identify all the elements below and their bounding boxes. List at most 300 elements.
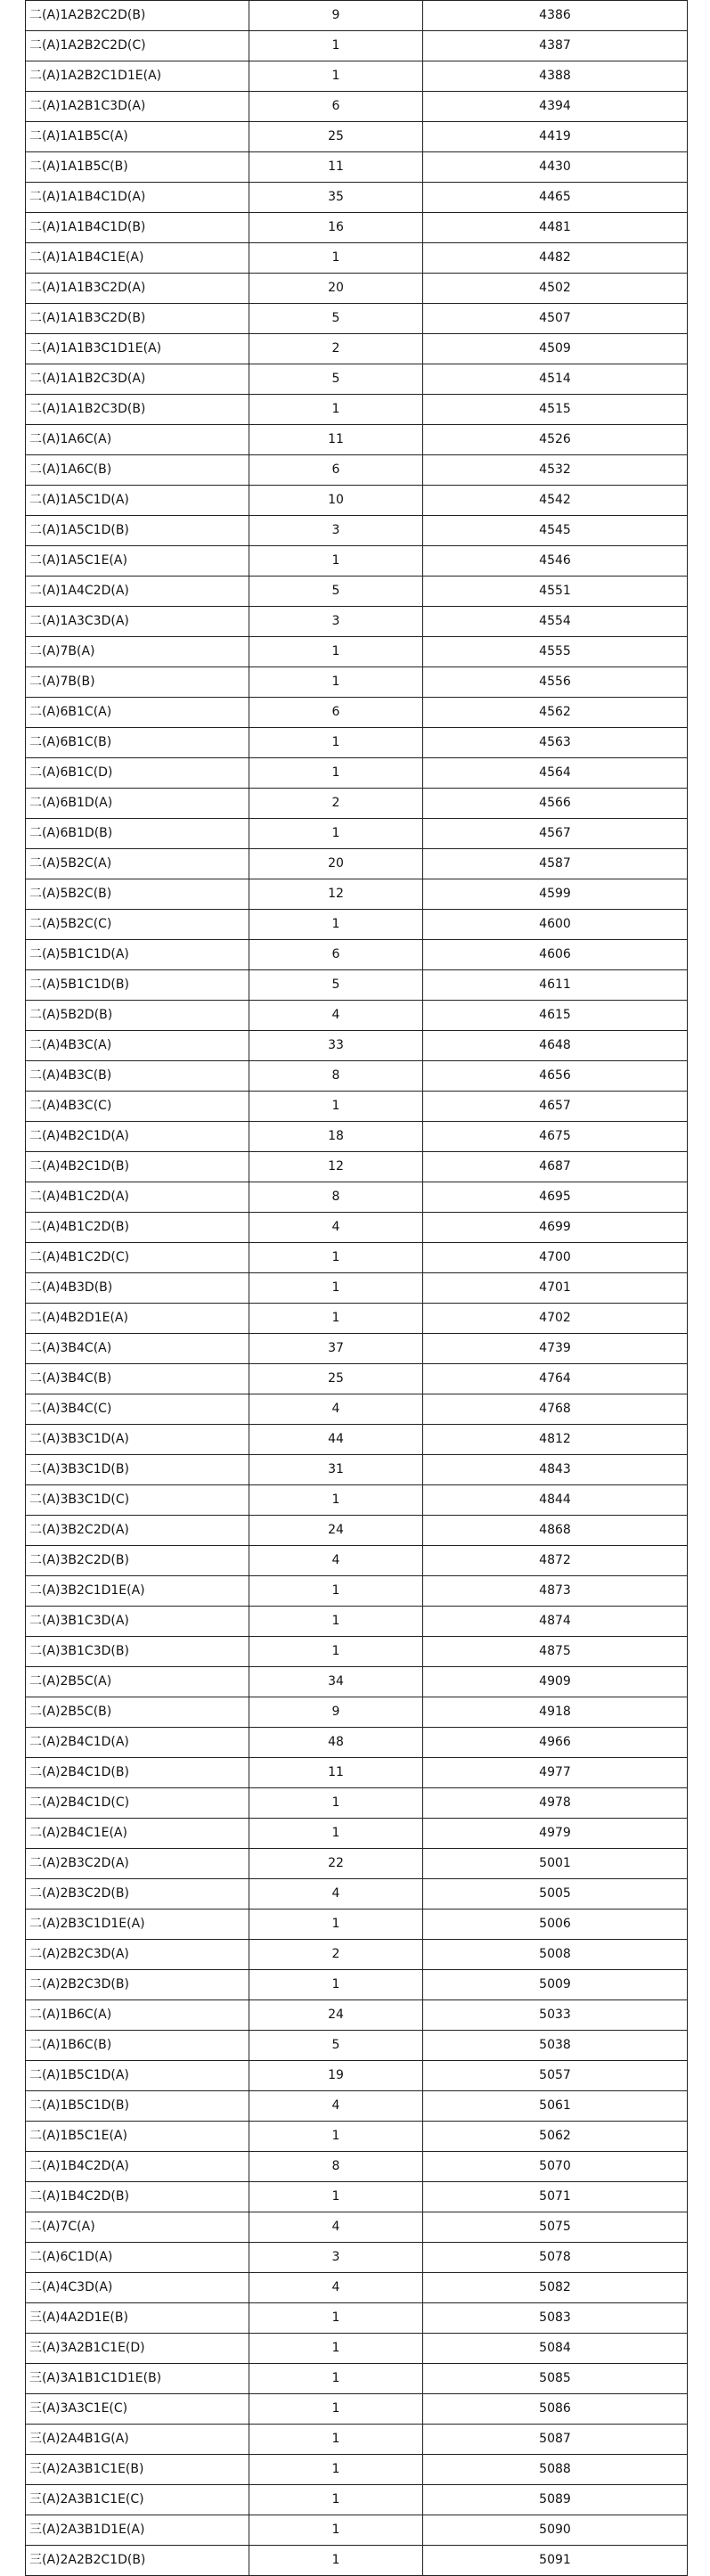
- table-row: [26, 2000, 688, 2031]
- cell-category: 二(A)2B3C2D(B): [26, 1879, 249, 1910]
- cell-category: 二(A)1A1B3C2D(B): [26, 304, 249, 334]
- cell-cumulative: 4567: [423, 819, 688, 849]
- cell-category: 二(A)1A5C1D(B): [26, 516, 249, 546]
- table-row: [26, 1910, 688, 1940]
- cell-count: 22: [249, 1849, 423, 1879]
- table-row: [26, 2303, 688, 2334]
- cell-category: 三(A)2A3B1D1E(A): [26, 2515, 249, 2546]
- cell-cumulative: 4977: [423, 1758, 688, 1788]
- cell-count: 11: [249, 425, 423, 455]
- table-row: [26, 789, 688, 819]
- cell-cumulative: 4555: [423, 637, 688, 667]
- cell-cumulative: 4600: [423, 910, 688, 940]
- table-row: [26, 1425, 688, 1455]
- cell-category: 二(A)3B3C1D(A): [26, 1425, 249, 1455]
- cell-cumulative: 4979: [423, 1819, 688, 1849]
- cell-count: 44: [249, 1425, 423, 1455]
- cell-category: 二(A)3B4C(C): [26, 1394, 249, 1425]
- table-row: [26, 1970, 688, 2000]
- cell-cumulative: 4699: [423, 1213, 688, 1243]
- table-row: [26, 2425, 688, 2455]
- table-row: [26, 1243, 688, 1273]
- cell-category: 二(A)1A1B4C1D(B): [26, 213, 249, 243]
- cell-cumulative: 4509: [423, 334, 688, 364]
- cell-count: 34: [249, 1667, 423, 1697]
- cell-count: 1: [249, 1910, 423, 1940]
- cell-cumulative: 4482: [423, 243, 688, 274]
- table-row: [26, 1273, 688, 1304]
- table-row: [26, 2243, 688, 2273]
- table-row: [26, 1394, 688, 1425]
- cell-category: 二(A)4B2C1D(B): [26, 1152, 249, 1182]
- cell-count: 4: [249, 1213, 423, 1243]
- cell-count: 6: [249, 92, 423, 122]
- cell-cumulative: 5008: [423, 1940, 688, 1970]
- cell-category: 二(A)1B5C1E(A): [26, 2122, 249, 2152]
- cell-category: 二(A)1B4C2D(B): [26, 2182, 249, 2212]
- cell-category: 二(A)1A2B2C2D(B): [26, 1, 249, 31]
- cell-cumulative: 5091: [423, 2546, 688, 2576]
- table-row: [26, 1667, 688, 1697]
- table-row: [26, 667, 688, 698]
- cell-category: 三(A)4A2D1E(B): [26, 2303, 249, 2334]
- cell-count: 1: [249, 2303, 423, 2334]
- cell-count: 4: [249, 1001, 423, 1031]
- table-row: [26, 1, 688, 31]
- cell-cumulative: 4873: [423, 1576, 688, 1607]
- cell-cumulative: 5082: [423, 2273, 688, 2303]
- cell-count: 4: [249, 1546, 423, 1576]
- cell-cumulative: 5061: [423, 2091, 688, 2122]
- cell-count: 1: [249, 2122, 423, 2152]
- table-row: [26, 1152, 688, 1182]
- cell-category: 二(A)1B6C(B): [26, 2031, 249, 2061]
- cell-cumulative: 4764: [423, 1364, 688, 1394]
- table-row: [26, 2091, 688, 2122]
- cell-category: 二(A)4B1C2D(A): [26, 1182, 249, 1213]
- cell-category: 二(A)2B2C3D(A): [26, 1940, 249, 1970]
- cell-count: 3: [249, 516, 423, 546]
- cell-category: 二(A)1A1B5C(B): [26, 152, 249, 183]
- cell-cumulative: 4387: [423, 31, 688, 61]
- table-row: [26, 1001, 688, 1031]
- cell-cumulative: 4875: [423, 1637, 688, 1667]
- cell-category: 二(A)5B2D(B): [26, 1001, 249, 1031]
- cell-count: 1: [249, 910, 423, 940]
- table-row: [26, 2273, 688, 2303]
- cell-cumulative: 4768: [423, 1394, 688, 1425]
- table-row: [26, 2546, 688, 2576]
- cell-cumulative: 5057: [423, 2061, 688, 2091]
- cell-category: 二(A)3B3C1D(C): [26, 1485, 249, 1516]
- cell-cumulative: 5085: [423, 2364, 688, 2394]
- cell-count: 1: [249, 728, 423, 758]
- cell-category: 三(A)2A4B1G(A): [26, 2425, 249, 2455]
- cell-cumulative: 5087: [423, 2425, 688, 2455]
- cell-cumulative: 4419: [423, 122, 688, 152]
- cell-count: 4: [249, 1879, 423, 1910]
- table-row: [26, 1364, 688, 1394]
- cell-cumulative: 4702: [423, 1304, 688, 1334]
- cell-cumulative: 5078: [423, 2243, 688, 2273]
- cell-cumulative: 4656: [423, 1061, 688, 1092]
- cell-cumulative: 4675: [423, 1122, 688, 1152]
- cell-count: 1: [249, 395, 423, 425]
- cell-cumulative: 4657: [423, 1092, 688, 1122]
- cell-category: 二(A)5B2C(C): [26, 910, 249, 940]
- table-row: [26, 2515, 688, 2546]
- cell-count: 11: [249, 1758, 423, 1788]
- cell-count: 1: [249, 1243, 423, 1273]
- cell-category: 二(A)1A2B2C2D(C): [26, 31, 249, 61]
- cell-cumulative: 4687: [423, 1152, 688, 1182]
- cell-category: 二(A)2B4C1D(A): [26, 1728, 249, 1758]
- table-row: [26, 1940, 688, 1970]
- cell-cumulative: 4966: [423, 1728, 688, 1758]
- cell-cumulative: 4868: [423, 1516, 688, 1546]
- cell-count: 1: [249, 546, 423, 577]
- cell-count: 6: [249, 940, 423, 970]
- cell-count: 1: [249, 2546, 423, 2576]
- cell-count: 1: [249, 1819, 423, 1849]
- cell-count: 1: [249, 1576, 423, 1607]
- table-row: [26, 698, 688, 728]
- cell-count: 5: [249, 577, 423, 607]
- table-row: [26, 1728, 688, 1758]
- cell-category: 二(A)6C1D(A): [26, 2243, 249, 2273]
- cell-cumulative: 4554: [423, 607, 688, 637]
- table-row: [26, 486, 688, 516]
- cell-cumulative: 4556: [423, 667, 688, 698]
- cell-category: 二(A)6B1C(B): [26, 728, 249, 758]
- cell-category: 二(A)3B2C2D(B): [26, 1546, 249, 1576]
- cell-cumulative: 4481: [423, 213, 688, 243]
- table-row: [26, 1607, 688, 1637]
- table-row: [26, 728, 688, 758]
- cell-count: 1: [249, 2334, 423, 2364]
- cell-category: 二(A)7C(A): [26, 2212, 249, 2243]
- cell-category: 二(A)1A1B3C2D(A): [26, 274, 249, 304]
- cell-count: 4: [249, 2212, 423, 2243]
- cell-category: 二(A)1A1B4C1E(A): [26, 243, 249, 274]
- cell-count: 20: [249, 274, 423, 304]
- cell-count: 4: [249, 1394, 423, 1425]
- table-row: [26, 607, 688, 637]
- table-row: [26, 637, 688, 667]
- cell-category: 二(A)4B1C2D(B): [26, 1213, 249, 1243]
- cell-cumulative: 4695: [423, 1182, 688, 1213]
- table-row: [26, 2485, 688, 2515]
- cell-category: 二(A)4B2C1D(A): [26, 1122, 249, 1152]
- cell-cumulative: 4844: [423, 1485, 688, 1516]
- cell-category: 二(A)1B6C(A): [26, 2000, 249, 2031]
- cell-cumulative: 5033: [423, 2000, 688, 2031]
- cell-cumulative: 4507: [423, 304, 688, 334]
- table-body: [26, 1, 688, 2576]
- cell-category: 二(A)1A6C(B): [26, 455, 249, 486]
- cell-cumulative: 4599: [423, 879, 688, 910]
- cell-category: 二(A)6B1C(A): [26, 698, 249, 728]
- cell-cumulative: 5006: [423, 1910, 688, 1940]
- cell-cumulative: 4909: [423, 1667, 688, 1697]
- cell-category: 二(A)4B2D1E(A): [26, 1304, 249, 1334]
- cell-count: 31: [249, 1455, 423, 1485]
- table-row: [26, 92, 688, 122]
- cell-count: 24: [249, 1516, 423, 1546]
- table-row: [26, 455, 688, 486]
- table-row: [26, 1788, 688, 1819]
- cell-category: 二(A)3B1C3D(B): [26, 1637, 249, 1667]
- table-row: [26, 758, 688, 789]
- table-row: [26, 1455, 688, 1485]
- cell-count: 33: [249, 1031, 423, 1061]
- cell-count: 1: [249, 2394, 423, 2425]
- table-row: [26, 1576, 688, 1607]
- cell-count: 2: [249, 789, 423, 819]
- cell-cumulative: 5086: [423, 2394, 688, 2425]
- cell-category: 二(A)1A1B2C3D(B): [26, 395, 249, 425]
- cell-cumulative: 4812: [423, 1425, 688, 1455]
- cell-category: 二(A)4B3C(A): [26, 1031, 249, 1061]
- table-row: [26, 1092, 688, 1122]
- cell-count: 1: [249, 1485, 423, 1516]
- cell-count: 1: [249, 637, 423, 667]
- cell-cumulative: 4388: [423, 61, 688, 92]
- table-row: [26, 1546, 688, 1576]
- table-row: [26, 213, 688, 243]
- cell-category: 二(A)1A3C3D(A): [26, 607, 249, 637]
- cell-cumulative: 5070: [423, 2152, 688, 2182]
- cell-category: 三(A)2A2B2C1D(B): [26, 2546, 249, 2576]
- table-row: [26, 243, 688, 274]
- cell-cumulative: 4700: [423, 1243, 688, 1273]
- cell-cumulative: 5062: [423, 2122, 688, 2152]
- cell-category: 二(A)2B4C1D(B): [26, 1758, 249, 1788]
- cell-cumulative: 4872: [423, 1546, 688, 1576]
- table-row: [26, 2334, 688, 2364]
- cell-count: 8: [249, 2152, 423, 2182]
- table-row: [26, 1819, 688, 1849]
- cell-cumulative: 5084: [423, 2334, 688, 2364]
- cell-cumulative: 5090: [423, 2515, 688, 2546]
- table-row: [26, 122, 688, 152]
- cell-cumulative: 5089: [423, 2485, 688, 2515]
- table-row: [26, 2212, 688, 2243]
- cell-cumulative: 5075: [423, 2212, 688, 2243]
- cell-category: 二(A)7B(A): [26, 637, 249, 667]
- table-row: [26, 940, 688, 970]
- table-row: [26, 274, 688, 304]
- cell-category: 二(A)1A1B3C1D1E(A): [26, 334, 249, 364]
- cell-count: 2: [249, 334, 423, 364]
- table-row: [26, 2394, 688, 2425]
- cell-category: 二(A)4B3C(C): [26, 1092, 249, 1122]
- cell-cumulative: 5038: [423, 2031, 688, 2061]
- cell-cumulative: 4564: [423, 758, 688, 789]
- cell-cumulative: 4515: [423, 395, 688, 425]
- cell-category: 二(A)2B4C1D(C): [26, 1788, 249, 1819]
- cell-count: 1: [249, 1607, 423, 1637]
- table-row: [26, 1304, 688, 1334]
- cell-category: 二(A)4B3D(B): [26, 1273, 249, 1304]
- cell-category: 二(A)1A4C2D(A): [26, 577, 249, 607]
- cell-count: 1: [249, 2182, 423, 2212]
- cell-category: 三(A)2A3B1C1E(C): [26, 2485, 249, 2515]
- cell-count: 1: [249, 2485, 423, 2515]
- cell-category: 二(A)1A5C1D(A): [26, 486, 249, 516]
- cell-cumulative: 4532: [423, 455, 688, 486]
- cell-count: 19: [249, 2061, 423, 2091]
- cell-cumulative: 4394: [423, 92, 688, 122]
- cell-cumulative: 4615: [423, 1001, 688, 1031]
- cell-cumulative: 5005: [423, 1879, 688, 1910]
- table-row: [26, 819, 688, 849]
- cell-count: 20: [249, 849, 423, 879]
- cell-count: 4: [249, 2273, 423, 2303]
- table-row: [26, 183, 688, 213]
- cell-count: 2: [249, 1940, 423, 1970]
- cell-category: 二(A)5B2C(A): [26, 849, 249, 879]
- cell-category: 二(A)2B5C(A): [26, 1667, 249, 1697]
- cell-count: 1: [249, 61, 423, 92]
- cell-count: 5: [249, 364, 423, 395]
- table-row: [26, 1213, 688, 1243]
- table-row: [26, 61, 688, 92]
- cell-count: 12: [249, 879, 423, 910]
- cell-category: 二(A)1A2B2C1D1E(A): [26, 61, 249, 92]
- cell-count: 3: [249, 607, 423, 637]
- cell-category: 二(A)5B1C1D(A): [26, 940, 249, 970]
- cell-count: 8: [249, 1061, 423, 1092]
- table-row: [26, 152, 688, 183]
- cell-count: 25: [249, 1364, 423, 1394]
- table-row: [26, 879, 688, 910]
- cell-category: 二(A)4B3C(B): [26, 1061, 249, 1092]
- cell-category: 二(A)4B1C2D(C): [26, 1243, 249, 1273]
- cell-category: 二(A)2B2C3D(B): [26, 1970, 249, 2000]
- cell-count: 1: [249, 819, 423, 849]
- cell-count: 4: [249, 2091, 423, 2122]
- cell-cumulative: 4545: [423, 516, 688, 546]
- cell-category: 二(A)2B5C(B): [26, 1697, 249, 1728]
- cell-cumulative: 4611: [423, 970, 688, 1001]
- cell-category: 二(A)3B3C1D(B): [26, 1455, 249, 1485]
- table-row: [26, 304, 688, 334]
- cell-category: 二(A)2B3C1D1E(A): [26, 1910, 249, 1940]
- table-row: [26, 31, 688, 61]
- cell-count: 24: [249, 2000, 423, 2031]
- table-row: [26, 1031, 688, 1061]
- cell-count: 10: [249, 486, 423, 516]
- table-row: [26, 395, 688, 425]
- cell-count: 5: [249, 2031, 423, 2061]
- table-row: [26, 1334, 688, 1364]
- cell-cumulative: 4526: [423, 425, 688, 455]
- cell-count: 1: [249, 1970, 423, 2000]
- cell-cumulative: 4542: [423, 486, 688, 516]
- cell-category: 二(A)1A1B5C(A): [26, 122, 249, 152]
- table-row: [26, 970, 688, 1001]
- cell-category: 二(A)3B1C3D(A): [26, 1607, 249, 1637]
- cell-count: 1: [249, 1092, 423, 1122]
- cell-category: 二(A)3B4C(B): [26, 1364, 249, 1394]
- table-row: [26, 2152, 688, 2182]
- cell-cumulative: 4514: [423, 364, 688, 395]
- cell-category: 二(A)6B1D(A): [26, 789, 249, 819]
- cell-count: 6: [249, 698, 423, 728]
- cell-count: 5: [249, 970, 423, 1001]
- table-row: [26, 2061, 688, 2091]
- cell-count: 18: [249, 1122, 423, 1152]
- cell-category: 二(A)1A6C(A): [26, 425, 249, 455]
- cell-category: 二(A)1A1B4C1D(A): [26, 183, 249, 213]
- cell-category: 二(A)2B4C1E(A): [26, 1819, 249, 1849]
- cell-count: 1: [249, 243, 423, 274]
- cell-count: 12: [249, 1152, 423, 1182]
- cell-cumulative: 4739: [423, 1334, 688, 1364]
- cell-count: 1: [249, 2364, 423, 2394]
- cell-count: 6: [249, 455, 423, 486]
- cell-count: 1: [249, 758, 423, 789]
- cell-cumulative: 4551: [423, 577, 688, 607]
- cell-count: 3: [249, 2243, 423, 2273]
- cell-count: 8: [249, 1182, 423, 1213]
- cell-count: 35: [249, 183, 423, 213]
- table-row: [26, 334, 688, 364]
- cell-cumulative: 5088: [423, 2455, 688, 2485]
- cell-category: 二(A)3B2C1D1E(A): [26, 1576, 249, 1607]
- table-row: [26, 2031, 688, 2061]
- cell-cumulative: 4546: [423, 546, 688, 577]
- table-row: [26, 1182, 688, 1213]
- cell-category: 二(A)3B2C2D(A): [26, 1516, 249, 1546]
- cell-cumulative: 4566: [423, 789, 688, 819]
- cell-category: 二(A)1A2B1C3D(A): [26, 92, 249, 122]
- table-row: [26, 1122, 688, 1152]
- data-table: [25, 0, 688, 2576]
- table-row: [26, 516, 688, 546]
- cell-count: 5: [249, 304, 423, 334]
- cell-category: 三(A)3A3C1E(C): [26, 2394, 249, 2425]
- cell-count: 1: [249, 667, 423, 698]
- cell-cumulative: 5001: [423, 1849, 688, 1879]
- cell-count: 1: [249, 31, 423, 61]
- cell-cumulative: 4563: [423, 728, 688, 758]
- cell-category: 二(A)3B4C(A): [26, 1334, 249, 1364]
- cell-cumulative: 4465: [423, 183, 688, 213]
- table-row: [26, 2122, 688, 2152]
- table-row: [26, 546, 688, 577]
- cell-count: 1: [249, 1273, 423, 1304]
- cell-category: 二(A)2B3C2D(A): [26, 1849, 249, 1879]
- cell-category: 三(A)3A2B1C1E(D): [26, 2334, 249, 2364]
- cell-category: 三(A)2A3B1C1E(B): [26, 2455, 249, 2485]
- cell-count: 1: [249, 2455, 423, 2485]
- table-row: [26, 2182, 688, 2212]
- table-row: [26, 577, 688, 607]
- table-row: [26, 910, 688, 940]
- cell-count: 16: [249, 213, 423, 243]
- cell-count: 48: [249, 1728, 423, 1758]
- table-row: [26, 1879, 688, 1910]
- cell-count: 1: [249, 2425, 423, 2455]
- cell-cumulative: 4874: [423, 1607, 688, 1637]
- cell-count: 11: [249, 152, 423, 183]
- cell-category: 二(A)7B(B): [26, 667, 249, 698]
- cell-count: 37: [249, 1334, 423, 1364]
- table-row: [26, 1485, 688, 1516]
- cell-category: 二(A)6B1C(D): [26, 758, 249, 789]
